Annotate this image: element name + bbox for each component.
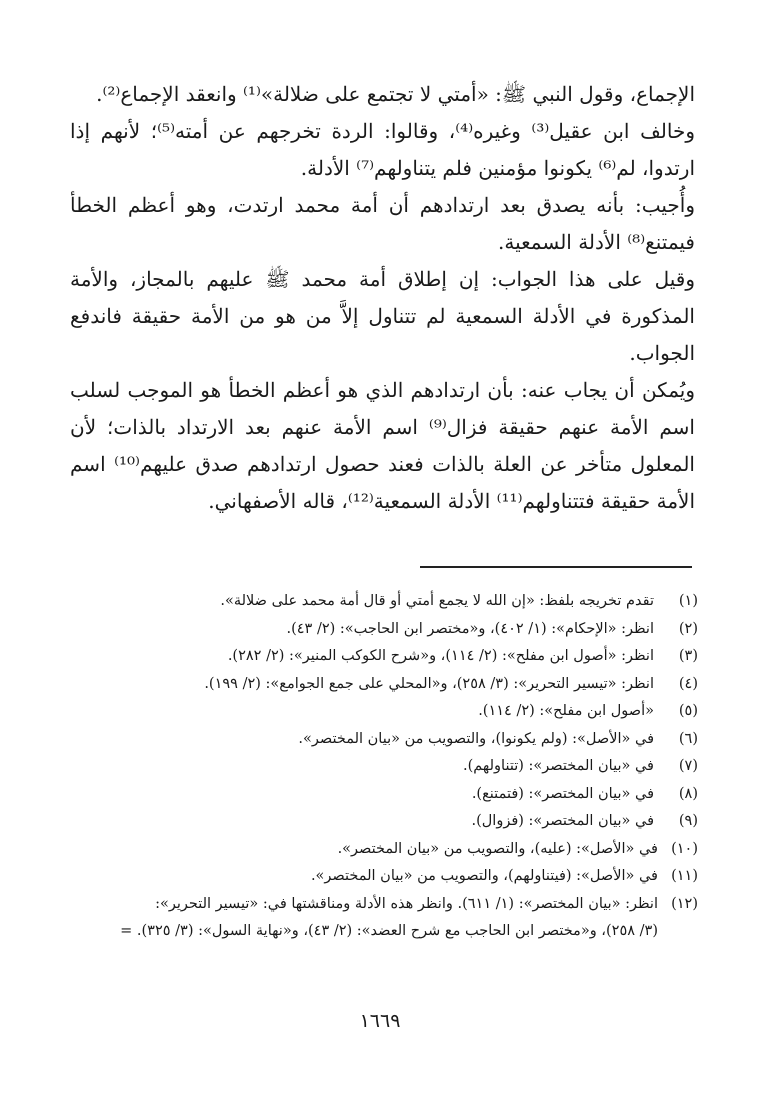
footnote-item [62, 891, 698, 919]
footnote-number: (٩) [678, 813, 698, 829]
footnote-item [62, 781, 698, 809]
paragraph-answer: وأُجيب: بأنه يصدق بعد ارتدادهم أن أمة محمد ارتدت، وهو أعظم الخطأ فيمتنع⁽⁸⁾ الأدلة السمعية. [70, 193, 695, 254]
footnote-item [62, 643, 698, 671]
footnote-text: في «بيان المختصر»: (فزوال). [471, 813, 654, 829]
footnote-number: (٢) [678, 620, 698, 637]
footnotes [62, 588, 698, 946]
footnote-text: في «بيان المختصر»: (تتناولهم). [463, 758, 654, 774]
footnote-item [62, 836, 698, 864]
footnote-number: (١٠) [671, 840, 698, 857]
footnote-item [62, 671, 698, 699]
paragraph-ijma: الإجماع، وقول النبي ﷺ: «أمتي لا تجتمع على ضلالة»⁽¹⁾ وانعقد الإجماع⁽²⁾. [96, 82, 695, 106]
footnote-item [62, 698, 698, 726]
footnote-number: (٤) [678, 675, 698, 692]
paragraph-ibn-aqil: وخالف ابن عقيل⁽³⁾ وغيره⁽⁴⁾، وقالوا: الردة تخرجهم عن أمته⁽⁵⁾؛ لأنهم إذا ارتدوا، لم⁽⁶⁾ يكونوا مؤمنين فلم يتناولهم⁽⁷⁾ الأدلة. [70, 119, 696, 180]
footnote-number: (١١) [671, 868, 698, 884]
footnote-text: في «بيان المختصر»: (فتمتنع). [471, 785, 654, 802]
footnote-number: (٥) [678, 703, 698, 719]
footnote-number: (١٢) [671, 895, 698, 912]
footnote-continuation-text: (٣/ ٢٥٨)، و«مختصر ابن الحاجب مع شرح العضد»: (٢/ ٤٣)، و«نهاية السول»: (٣/ ٣٢٥). = [120, 923, 658, 939]
main-text [70, 76, 695, 520]
footnote-text: «أصول ابن مفلح»: (٢/ ١١٤). [478, 703, 654, 719]
page-number: ١٦٦٩ [359, 1010, 401, 1032]
footnote-number: (٦) [678, 730, 698, 747]
footnote-separator [420, 566, 692, 568]
footnote-text: تقدم تخريجه بلفظ: «إن الله لا يجمع أمتي أو قال أمة محمد على ضلالة». [220, 593, 654, 609]
footnote-item [62, 753, 698, 781]
footnote-text: انظر: «بيان المختصر»: (١/ ٦١١). وانظر هذه الأدلة ومناقشتها في: «تيسير التحرير»: [155, 895, 658, 912]
paragraph-response: ويُمكن أن يجاب عنه: بأن ارتدادهم الذي هو أعظم الخطأ هو الموجب لسلب اسم الأمة عنهم حقيقة فزال⁽⁹⁾ اسم الأمة عنهم بعد الارتداد بالذات؛ لأن المعلول متأخر عن العلة بالذات فعند حصول ارتدادهم صدق عليهم⁽¹⁰⁾ اسم الأمة حقيقة فتتناولهم⁽¹¹⁾ الأدلة السمعية⁽¹²⁾، قاله الأصفهاني. [70, 378, 695, 513]
footnote-text: في «الأصل»: (عليه)، والتصويب من «بيان المختصر». [337, 840, 658, 857]
footnote-number: (٧) [678, 758, 698, 774]
footnote-text: انظر: «تيسير التحرير»: (٣/ ٢٥٨)، و«المحلي على جمع الجوامع»: (٢/ ١٩٩). [204, 675, 654, 692]
footnote-number: (١) [678, 593, 698, 609]
footnote-text: في «الأصل»: (ولم يكونوا)، والتصويب من «بيان المختصر». [298, 730, 654, 747]
paragraph-objection: وقيل على هذا الجواب: إن إطلاق أمة محمد ﷺ عليهم بالمجاز، والأمة المذكورة في الأدلة السمعية لم تتناول إلاَّ من هو من الأمة حقيقة فاندفع الجواب. [70, 267, 695, 365]
footnote-item [62, 616, 698, 644]
footnote-item [62, 588, 698, 616]
footnote-number: (٨) [678, 785, 698, 802]
footnote-item [62, 808, 698, 836]
footnote-text: في «الأصل»: (فيتناولهم)، والتصويب من «بيان المختصر». [310, 868, 658, 884]
footnote-text: انظر: «الإحكام»: (١/ ٤٠٢)، و«مختصر ابن الحاجب»: (٢/ ٤٣). [286, 620, 654, 637]
footnote-number: (٣) [678, 648, 698, 664]
footnote-item [62, 863, 698, 891]
footnote-text: انظر: «أصول ابن مفلح»: (٢/ ١١٤)، و«شرح الكوكب المنير»: (٢/ ٢٨٢). [227, 648, 654, 664]
footnote-item [62, 726, 698, 754]
footnote-continuation [62, 918, 698, 946]
